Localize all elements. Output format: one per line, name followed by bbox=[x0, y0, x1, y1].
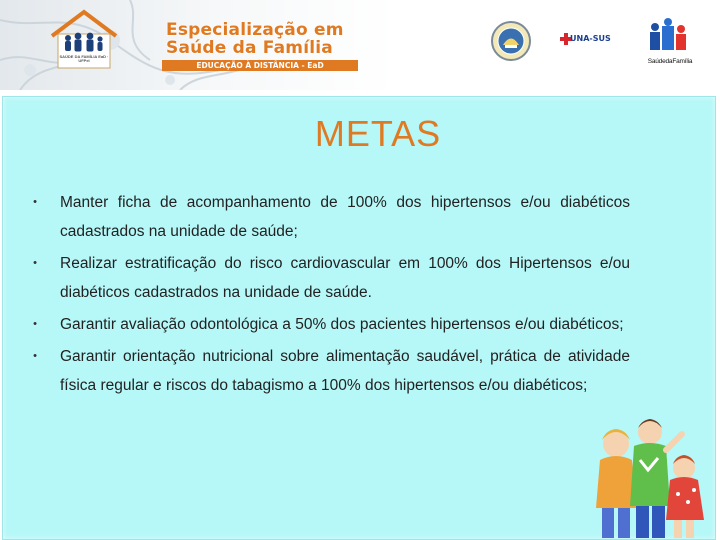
header-banner bbox=[0, 0, 720, 90]
course-title-line1: Especialização em bbox=[166, 20, 344, 40]
list-item-text: Realizar estratificação do risco cardiovascular em 100% dos Hipertensos e/ou diabéticos cadastrados na unidade de saúde. bbox=[60, 255, 630, 301]
list-item bbox=[30, 249, 630, 307]
list-item-text: Manter ficha de acompanhamento de 100% dos hipertensos e/ou diabéticos cadastrados na unidade de saúde; bbox=[60, 194, 630, 240]
family-house-logo bbox=[48, 8, 120, 70]
unasus-logo bbox=[560, 28, 611, 52]
slide-title: METAS bbox=[314, 113, 442, 154]
bullet-icon: • bbox=[33, 350, 37, 362]
bullet-icon: • bbox=[33, 318, 37, 330]
goals-list bbox=[30, 188, 630, 403]
unasus-label: UNA-SUS bbox=[570, 34, 611, 43]
list-item bbox=[30, 342, 630, 400]
bullet-icon: • bbox=[33, 196, 37, 208]
list-item bbox=[30, 310, 630, 339]
list-item-text: Garantir orientação nutricional sobre alimentação saudável, prática de atividade física regular e riscos do tabagismo a 100% dos hipertensos e/ou diabéticos; bbox=[60, 348, 630, 394]
ufpel-seal-logo bbox=[490, 20, 532, 62]
course-title-logo bbox=[160, 14, 360, 74]
bullet-icon: • bbox=[33, 257, 37, 269]
course-title-line2: Saúde da Família bbox=[166, 38, 333, 58]
house-logo-caption: SAÚDE DA FAMÍLIA EaD · UFPel bbox=[59, 54, 109, 63]
children-illustration bbox=[578, 410, 708, 540]
saude-da-familia-logo bbox=[640, 18, 700, 70]
list-item-text: Garantir avaliação odontológica a 50% dos pacientes hipertensos e/ou diabéticos; bbox=[60, 316, 624, 333]
list-item bbox=[30, 188, 630, 246]
saude-da-familia-label: SaúdedaFamília bbox=[647, 58, 693, 65]
course-title-line3: EDUCAÇÃO À DISTÂNCIA - EaD bbox=[162, 60, 358, 71]
